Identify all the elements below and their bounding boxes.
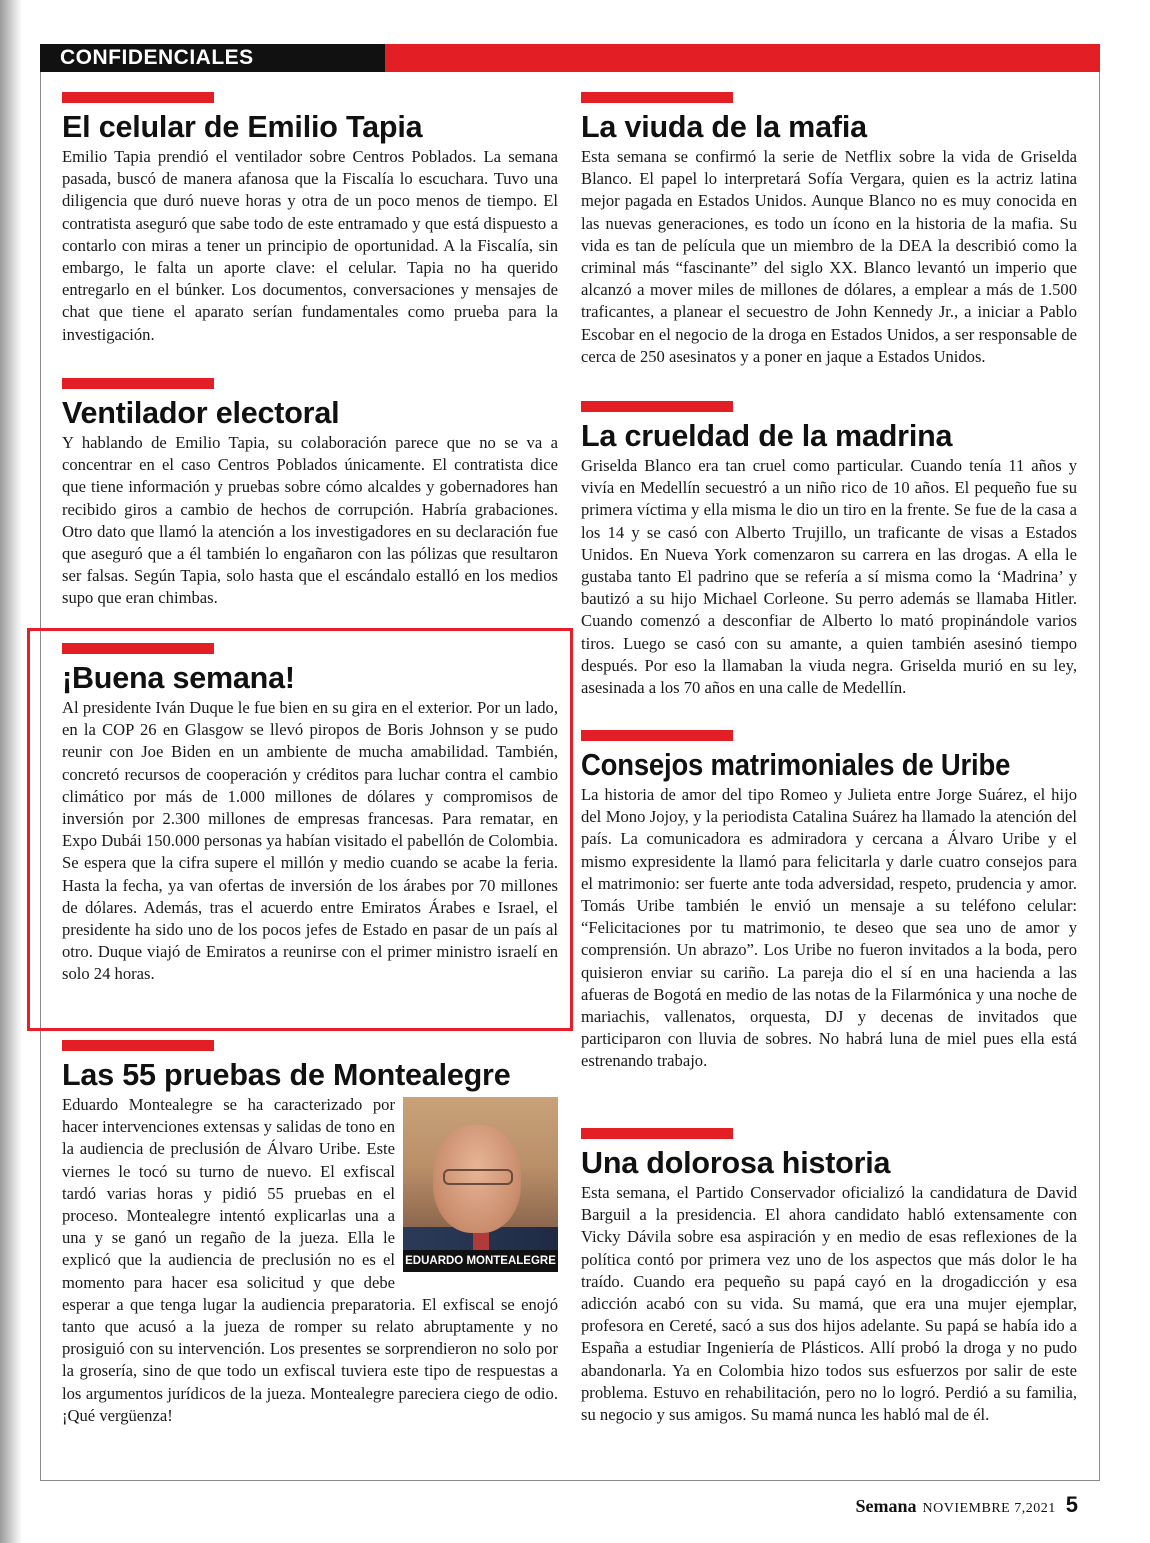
article-headline: La viuda de la mafia [581,110,867,144]
section-header-bar [40,44,1100,72]
article-red-rule [581,1128,733,1139]
article-headline: El celular de Emilio Tapia [62,110,423,144]
issue-date: NOVIEMBRE 7,2021 [922,1501,1056,1516]
article-buena-semana [62,643,558,986]
article-headline: Una dolorosa historia [581,1146,891,1180]
article-body: Y hablando de Emilio Tapia, su colaboración parece que no se va a concentrar en el caso Centros Poblados únicamente. El contratista dice que tiene información y pruebas sobre cómo alcaldes y gobernadores han recibido giros a cambio de hechos de corrupción. Habría grabaciones. Otro dato que llamó la atención a los investigadores en su declaración fue que aseguró que a él también lo engañaron con las pólizas que resultaron ser falsas. Según Tapia, solo hasta que el escándalo estalló en los medios supo que eran chimbas. [62,433,558,608]
article-body: Esta semana se confirmó la serie de Netflix sobre la vida de Griselda Blanco. El papel lo interpretará Sofía Vergara, quien es la actriz latina mejor pagada en Estados Unidos. Aunque Blanco no es muy conocida en las nuevas generaciones, es todo un ícono en la historia de la mafia. Su vida es tan de película que un miembro de la DEA la describió como la criminal más “fascinante” del siglo XX. Blanco levantó un imperio que alcanzó a mover miles de millones de dólares, a emplear a más de 1.500 traficantes, a planear el secuestro de John Kennedy Jr., a iniciar a Pablo Escobar en el negocio de la droga en Estados Unidos, a ser responsable de cerca de 250 asesinatos y a poner en jaque a Estados Unidos. [581,147,1077,366]
photo-glasses [443,1169,513,1185]
article-body: Griselda Blanco era tan cruel como particular. Cuando tenía 11 años y vivía en Medellín secuestró a un niño rico de 10 años. El pequeño fue su primera víctima y ella misma le dio un tiro en la frente. Se fue de la casa a los 14 y se casó con Alberto Trujillo, un traficante de visas a Estados Unidos. En Nueva York comenzaron su carrera en las drogas. A ella le gustaba tanto El padrino que se refería a sí misma como la ‘Madrina’ y bautizó a su hijo Michael Corleone. Su perro además se llamaba Hitler. Cuando comenzó a desconfiar de Alberto lo mató propinándole varios tiros. Luego se casó con su amante, a quien también asesinó tiempo después. Por eso la llamaban la viuda negra. Griselda murió en su ley, asesinada a los 70 años en una calle de Medellín. [581,456,1077,698]
article-headline: La crueldad de la madrina [581,419,953,453]
article-red-rule [581,92,733,103]
article-pruebas-montealegre [62,1040,558,1427]
page-edge-shadow [0,0,22,1543]
article-celular-tapia [62,92,558,346]
article-body: Al presidente Iván Duque le fue bien en su gira en el exterior. Por un lado, en la COP 26 en Glasgow se llevó piropos de Boris Johnson y se pudo reunir con Joe Biden en un ambiente de mucha amabilidad. También, concretó recursos de cooperación y créditos para luchar contra el cambio climático por más de 1.000 millones de dólares y compromisos de inversión por 2.300 millones de empresas francesas. Para rematar, en Expo Dubái 150.000 personas ya habían visitado el pabellón de Colombia. Se espera que la cifra supere el millón y medio cuando se acabe la feria. Hasta la fecha, ya van ofertas de inversión de los árabes por 70 millones de dólares. Además, tras el acuerdo entre Emiratos Árabes e Israel, el presidente ha sido uno de los pocos jefes de Estado en pasar de un país al otro. Duque viajó de Emiratos a reunirse con el primer ministro israelí en solo 24 horas. [62,698,558,984]
article-body: La historia de amor del tipo Romeo y Julieta entre Jorge Suárez, el hijo del Mono Jojoy, y la periodista Catalina Suárez ha llamado la atención del país. La comunicadora es admiradora y cercana a Álvaro Uribe y el mismo expresidente la llamó para felicitarla y darle cuatro consejos para el matrimonio: ser fuerte ante toda adversidad, respeto, prudencia y amor. Tomás Uribe también le envió un mensaje a su teléfono celular: “Felicitaciones por tu matrimonio, te deseo que sea uno de amor y comprensión. Un abrazo”. Los Uribe no fueron invitados a la boda, pero quisieron enviar su cariño. La pareja dio el sí en una hacienda a las afueras de Bogotá en medio de las notas de la Filarmónica y una noche de mariachis, vallenatos, orquesta, DJ y decenas de invitados que participaron con lluvia de sobres. No habrá luna de miel pues ella está estrenando trabajo. [581,785,1077,1071]
article-red-rule [62,92,214,103]
article-headline: Ventilador electoral [62,396,340,430]
section-label: CONFIDENCIALES [40,44,385,72]
article-body: Eduardo Montealegre se ha caracterizado por hacer intervenciones extensas y salidas de tono en la audiencia de preclusión de Álvaro Uribe. Este viernes le tocó su turno de nuevo. El exfiscal tardó varias horas y pidió 55 pruebas en el proceso. Montealegre intentó explicarlas una a una y se ganó un regaño de la jueza. Ella le explicó que la audiencia de preclusión no es el momento para hacer esa solicitud y que debe esperar a que tenga lugar la audiencia preparatoria. El exfiscal se enojó tanto que acusó a la jueza de romper su relato abruptamente y no prosiguió con su intervención. Los presentes se sorprendieron no solo por la grosería, sino de que todo un exfiscal tuviera este tipo de respuestas a los argumentos jurídicos de la jueza. Montealegre pareciera ciego de odio. ¡Qué vergüenza! [62,1095,558,1425]
article-headline: Las 55 pruebas de Montealegre [62,1058,511,1092]
page-footer [856,1492,1079,1518]
article-body: Emilio Tapia prendió el ventilador sobre Centros Poblados. La semana pasada, buscó de manera afanosa que la Fiscalía lo escuchara. Tuvo una diligencia que duró nueve horas y otra de un poco menos de tiempo. El contratista aseguró que sabe todo de este entramado y que está dispuesto a contarlo con miras a tener un principio de oportunidad. A la Fiscalía, sin embargo, le falta un aporte clave: el celular. Tapia no ha querido entregarlo en el búnker. Los documentos, conversaciones y mensajes de chat que tiene el aparato serían fundamentales como prueba para la investigación. [62,147,558,344]
article-ventilador-electoral [62,378,558,610]
montealegre-photo [403,1097,558,1272]
article-dolorosa-historia [581,1128,1077,1426]
article-body: Esta semana, el Partido Conservador oficializó la candidatura de David Barguil a la presidencia. El ahora candidato habló extensamente con Vicky Dávila sobre esa aspiración y en medio de esas reflexiones de la política contó por primera vez uno de los aspectos que más dolor le ha traído. Cuando era pequeño su papá cayó en la drogadicción y esa adicción acabó con su vida. Su mamá, que era una mujer ejemplar, profesora en Cereté, sacó a sus dos hijos adelante. Su papá se había ido a España a estudiar Ingeniería de Plásticos. Allí probó la droga y no pudo abandonarla. Ya en Colombia hizo todos sus esfuerzos por salir de este problema. Estuvo en rehabilitación, pero no lo logró. Perdió a su familia, su negocio y sus amigos. Su mamá nunca les habló mal de él. [581,1183,1077,1425]
article-headline: ¡Buena semana! [62,661,295,695]
photo-caption: EDUARDO MONTEALEGRE [403,1250,558,1272]
page-number: 5 [1065,1492,1078,1517]
article-red-rule [62,1040,214,1051]
article-consejos-uribe [581,730,1077,1073]
article-red-rule [581,401,733,412]
article-crueldad-madrina [581,401,1077,699]
article-red-rule [581,730,733,741]
article-red-rule [62,643,214,654]
publication-name: Semana [855,1496,917,1516]
article-headline: Consejos matrimoniales de Uribe [581,748,1011,782]
article-viuda-mafia [581,92,1077,368]
article-red-rule [62,378,214,389]
